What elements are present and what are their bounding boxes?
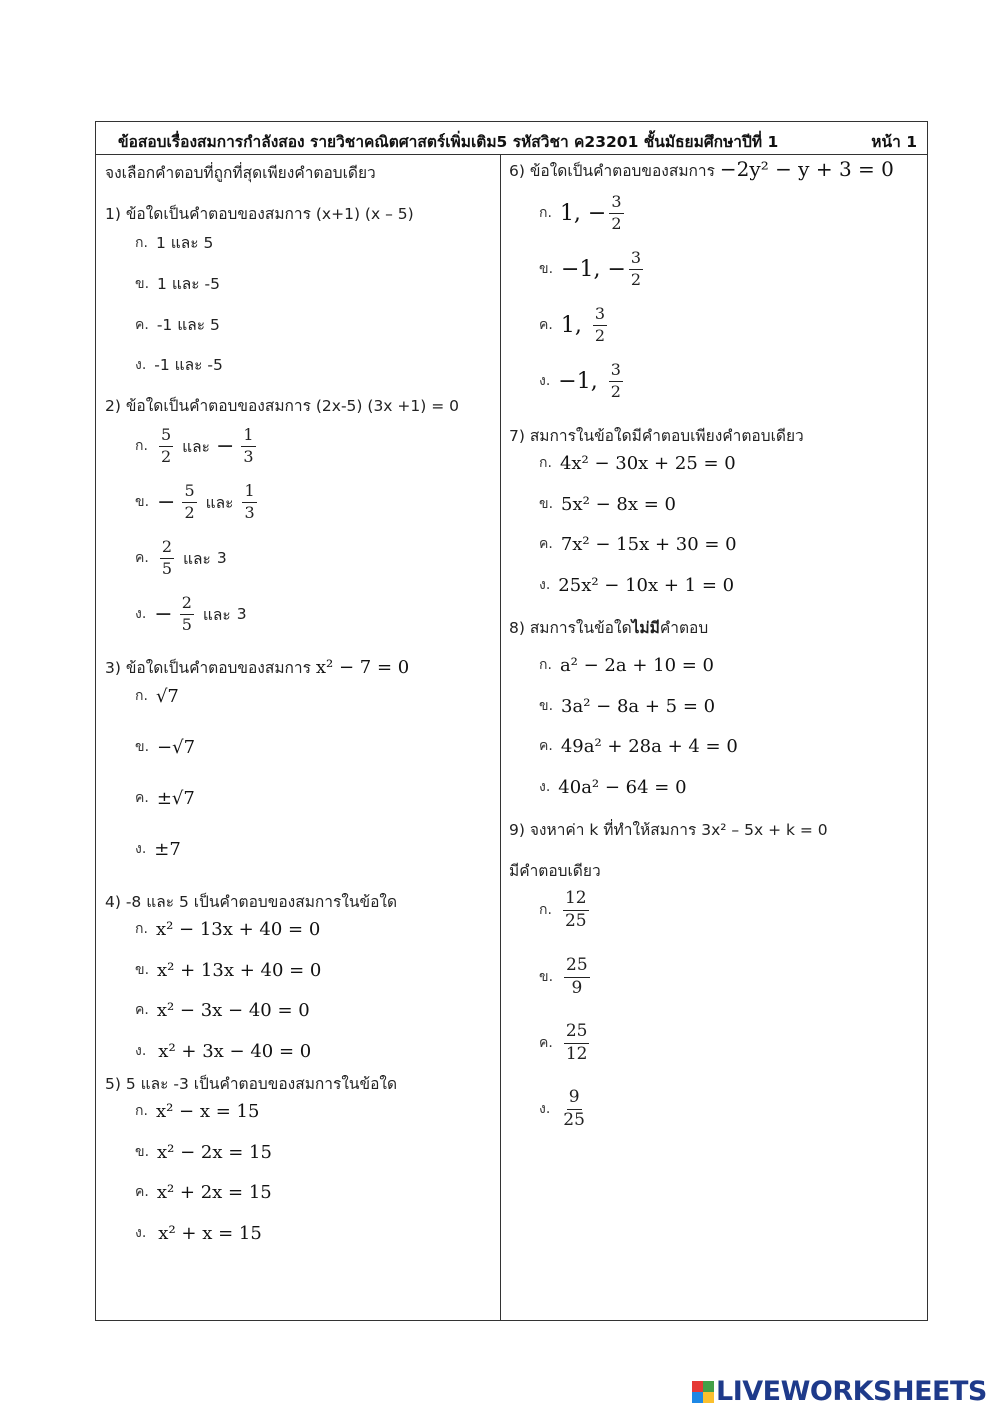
denominator: 2: [610, 381, 621, 401]
question-4: 4) -8 และ 5 เป็นคำตอบของสมการในข้อใด: [105, 893, 398, 911]
q1-option-c[interactable]: [135, 312, 220, 337]
logo-square-green: [703, 1381, 714, 1392]
fraction: [561, 1089, 587, 1130]
q8-option-d[interactable]: [539, 776, 687, 798]
question-6: [509, 157, 894, 183]
option-math: x² + 2x = 15: [156, 1181, 272, 1203]
q2-option-c[interactable]: [135, 539, 227, 578]
denominator: 25: [564, 910, 587, 931]
fraction: [609, 194, 623, 233]
logo-square-blue: [692, 1392, 703, 1403]
worksheet-header: [96, 122, 927, 155]
q8-option-c[interactable]: [539, 735, 738, 757]
and-word: และ: [182, 437, 210, 456]
option-tail: 3: [236, 605, 247, 624]
option-label: ข.: [135, 962, 150, 978]
denominator: 12: [565, 1043, 588, 1064]
option-label: ข.: [135, 1144, 150, 1160]
denominator: 2: [184, 502, 195, 522]
option-label: ง.: [539, 577, 551, 593]
minus-sign: −: [215, 433, 235, 459]
question-3-equation: x² − 7 = 0: [315, 657, 410, 678]
q6-option-d[interactable]: [539, 362, 626, 401]
q2-option-d[interactable]: [135, 595, 247, 634]
minus-sign: −: [154, 601, 173, 627]
option-label: ก.: [539, 657, 552, 673]
worksheet-title: ข้อสอบเรื่องสมการกำลังสอง รายวิชาคณิตศาสตร์เพิ่มเติม5 รหัสวิชา ค23201 ชั้นมัธยมศึกษาปีที่ 1: [118, 133, 779, 151]
option-math: 1,: [560, 312, 582, 338]
option-label: ก.: [539, 205, 552, 222]
question-7: 7) สมการในข้อใดมีคำตอบเพียงคำตอบเดียว: [509, 427, 804, 445]
option-math: x² − 2x = 15: [157, 1141, 272, 1163]
denominator: 9: [571, 977, 583, 998]
q5-option-a[interactable]: [135, 1100, 259, 1122]
option-math: −√7: [157, 736, 196, 758]
numerator: 12: [563, 890, 589, 911]
option-label: ค.: [539, 738, 553, 754]
option-label: ค.: [539, 1035, 553, 1052]
option-math: −1,: [558, 368, 598, 394]
option-math: √7: [155, 685, 179, 707]
numerator: 3: [609, 362, 623, 382]
q3-option-b[interactable]: [135, 736, 195, 758]
q6-option-b[interactable]: [539, 250, 646, 289]
option-label: ค.: [135, 550, 149, 567]
q9-option-a[interactable]: [539, 890, 592, 931]
denominator: 2: [160, 446, 172, 466]
numerator: 2: [180, 595, 194, 615]
option-label: ก.: [539, 902, 552, 919]
q8-option-b[interactable]: [539, 695, 715, 717]
denominator: 2: [611, 213, 622, 233]
fraction: [180, 595, 194, 634]
q4-option-d[interactable]: [135, 1040, 311, 1062]
q9-option-d[interactable]: [539, 1089, 590, 1130]
option-math: 7x² − 15x + 30 = 0: [560, 533, 737, 555]
q3-option-d[interactable]: [135, 838, 181, 860]
option-text: -1 และ 5: [156, 316, 220, 334]
option-label: ก.: [135, 688, 148, 704]
option-label: ก.: [135, 1103, 148, 1119]
logo-text: LIVEWORKSHEETS: [716, 1376, 987, 1407]
option-text: 1 และ -5: [157, 275, 221, 293]
option-math: x² − 13x + 40 = 0: [155, 918, 321, 940]
fraction: [159, 427, 173, 466]
q9-option-c[interactable]: [539, 1023, 592, 1064]
option-label: ง.: [135, 606, 147, 623]
question-8-text-before: 8) สมการในข้อใด: [509, 619, 632, 637]
numerator: 1: [241, 427, 255, 447]
q7-option-c[interactable]: [539, 533, 737, 555]
option-label: ค.: [135, 790, 149, 806]
fraction: [160, 539, 174, 578]
option-label: ข.: [135, 275, 150, 292]
numerator: 25: [564, 957, 590, 978]
option-label: ก.: [135, 234, 148, 251]
question-3-text: 3) ข้อใดเป็นคำตอบของสมการ: [105, 659, 311, 677]
q7-option-a[interactable]: [539, 452, 736, 474]
numerator: 1: [242, 483, 256, 503]
option-label: ค.: [539, 317, 553, 334]
q2-option-a[interactable]: [135, 427, 259, 466]
option-label: ก.: [135, 438, 148, 455]
option-label: ก.: [539, 455, 552, 471]
option-math: 4x² − 30x + 25 = 0: [559, 452, 736, 474]
q5-option-c[interactable]: [135, 1181, 272, 1203]
option-math: 49a² + 28a + 4 = 0: [560, 735, 738, 757]
option-label: ข.: [539, 261, 554, 278]
option-label: ข.: [539, 496, 554, 512]
denominator: 2: [594, 325, 606, 345]
option-math: ±√7: [156, 787, 195, 809]
numerator: 3: [629, 250, 643, 270]
option-label: ข.: [539, 698, 554, 714]
q3-option-a[interactable]: [135, 685, 179, 707]
option-math: x² + 3x − 40 = 0: [158, 1040, 312, 1062]
numerator: 5: [182, 483, 196, 503]
q2-option-b[interactable]: [135, 483, 260, 522]
numerator: 3: [609, 194, 623, 214]
q6-option-a[interactable]: [539, 194, 627, 233]
minus-sign: −: [157, 489, 176, 515]
question-3: [105, 655, 409, 680]
fraction: [563, 890, 589, 931]
question-2: 2) ข้อใดเป็นคำตอบของสมการ (2x-5) (3x +1) = 0: [105, 397, 460, 415]
instruction: จงเลือกคำตอบที่ถูกที่สุดเพียงคำตอบเดียว: [105, 164, 376, 182]
q3-option-c[interactable]: [135, 787, 195, 809]
q7-option-b[interactable]: [539, 493, 676, 515]
and-word: และ: [205, 493, 234, 512]
q1-option-a[interactable]: [135, 230, 213, 255]
fraction: [593, 306, 607, 345]
option-label: ข.: [539, 969, 554, 986]
option-math: 40a² − 64 = 0: [558, 776, 687, 798]
q4-option-b[interactable]: [135, 959, 321, 981]
logo-square-red: [692, 1381, 703, 1392]
denominator: 5: [161, 558, 173, 578]
q7-option-d[interactable]: [539, 574, 734, 596]
question-9-continued: มีคำตอบเดียว: [509, 862, 601, 880]
option-label: ก.: [135, 921, 148, 937]
fraction: [564, 957, 590, 998]
q4-option-a[interactable]: [135, 918, 320, 940]
option-text: -1 และ -5: [154, 356, 223, 374]
denominator: 2: [630, 269, 642, 289]
numerator: 25: [564, 1023, 590, 1044]
denominator: 3: [243, 446, 254, 466]
page-number: หน้า 1: [871, 133, 917, 151]
option-label: ง.: [135, 356, 147, 373]
option-text: 1 และ 5: [155, 234, 214, 252]
option-math: 3a² − 8a + 5 = 0: [561, 695, 716, 717]
q5-option-b[interactable]: [135, 1141, 272, 1163]
option-label: ง.: [135, 841, 147, 857]
fraction: [242, 483, 256, 522]
option-label: ค.: [135, 1002, 149, 1018]
q1-option-d[interactable]: [135, 352, 223, 377]
question-6-text: 6) ข้อใดเป็นคำตอบของสมการ: [509, 162, 715, 180]
option-math: ±7: [154, 838, 181, 860]
option-label: ง.: [539, 1101, 551, 1118]
logo-square-yellow: [703, 1392, 714, 1403]
fraction: [609, 362, 623, 401]
option-math: 1, −: [559, 200, 607, 226]
and-word: และ: [183, 549, 211, 568]
option-math: −1, −: [561, 256, 626, 282]
fraction: [629, 250, 643, 289]
option-math: 5x² − 8x = 0: [561, 493, 676, 515]
fraction: [564, 1023, 590, 1064]
option-math: x² + 13x + 40 = 0: [157, 959, 322, 981]
option-label: ง.: [135, 1225, 147, 1241]
numerator: 5: [159, 427, 173, 447]
numerator: 3: [593, 306, 607, 326]
and-word: และ: [202, 605, 231, 624]
question-6-equation: −2y² − y + 3 = 0: [719, 157, 894, 181]
liveworksheets-logo[interactable]: [692, 1376, 987, 1407]
option-math: x² − x = 15: [155, 1100, 260, 1122]
denominator: 25: [563, 1109, 585, 1130]
question-9: 9) จงหาค่า k ที่ทำให้สมการ 3x² – 5x + k = 0: [509, 821, 828, 839]
option-label: ง.: [539, 779, 551, 795]
q5-option-d[interactable]: [135, 1222, 262, 1244]
logo-icon: [692, 1381, 714, 1403]
question-8-text-after: คำตอบ: [659, 619, 709, 637]
fraction: [182, 483, 196, 522]
option-math: x² + x = 15: [158, 1222, 262, 1244]
option-label: ข.: [135, 494, 150, 511]
option-label: ง.: [539, 373, 551, 390]
column-divider: [500, 154, 501, 1320]
option-tail: 3: [216, 549, 227, 568]
option-label: ค.: [135, 1184, 149, 1200]
option-label: ข.: [135, 739, 150, 755]
denominator: 3: [244, 502, 255, 522]
option-label: ค.: [135, 316, 149, 333]
option-label: ง.: [135, 1043, 147, 1059]
q6-option-c[interactable]: [539, 306, 610, 345]
q1-option-b[interactable]: [135, 271, 220, 296]
denominator: 5: [181, 614, 192, 634]
numerator: 9: [567, 1089, 582, 1110]
numerator: 2: [160, 539, 174, 559]
option-label: ค.: [539, 536, 553, 552]
option-math: x² − 3x − 40 = 0: [156, 999, 310, 1021]
q9-option-b[interactable]: [539, 957, 593, 998]
fraction: [241, 427, 255, 466]
question-1: 1) ข้อใดเป็นคำตอบของสมการ (x+1) (x – 5): [105, 205, 414, 223]
question-8: [509, 615, 708, 640]
question-5: 5) 5 และ -3 เป็นคำตอบของสมการในข้อใด: [105, 1075, 398, 1093]
q4-option-c[interactable]: [135, 999, 310, 1021]
q8-option-a[interactable]: [539, 654, 714, 676]
option-math: a² − 2a + 10 = 0: [559, 654, 715, 676]
question-8-text-bold: ไม่มี: [631, 619, 660, 637]
option-math: 25x² − 10x + 1 = 0: [558, 574, 735, 596]
